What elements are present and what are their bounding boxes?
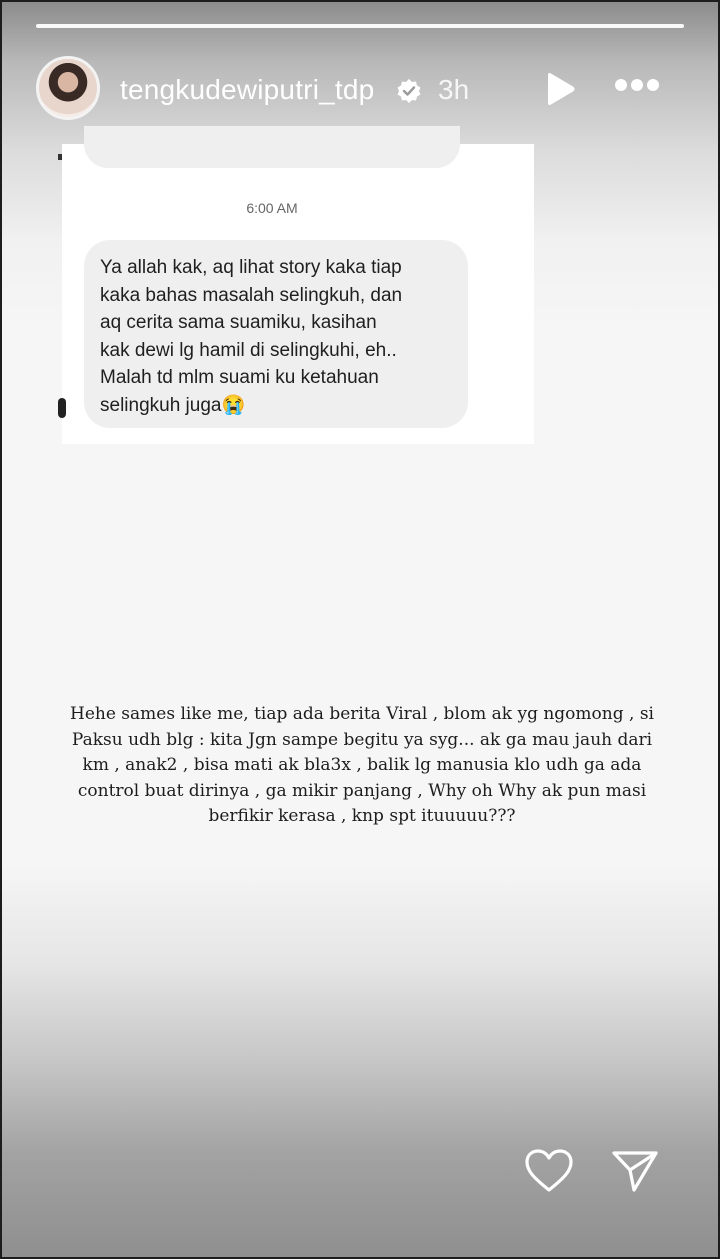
message-timestamp: 6:00 AM	[246, 200, 298, 216]
caption-line: control buat dirinya , ga mikir panjang , Why oh Why ak pun masi	[77, 780, 647, 801]
heart-icon[interactable]	[524, 1148, 574, 1194]
more-dots-icon[interactable]	[614, 78, 660, 92]
message-bubble	[84, 240, 468, 428]
message-line: aq cerita sama suamiku, kasihan	[100, 312, 377, 333]
message-line: kak dewi lg hamil di selingkuhi, eh..	[100, 339, 397, 361]
caption-line: berfikir kerasa , knp spt ituuuuu???	[208, 806, 516, 826]
caption-line: Hehe sames like me, tiap ada berita Viral , blom ak yg ngomong , si	[70, 704, 654, 724]
progress-segment	[36, 24, 684, 28]
caption-line: Paksu udh blg : kita Jgn sampe begitu ya syg... ak ga mau jauh dari	[71, 729, 653, 750]
story-caption	[46, 702, 678, 830]
send-icon[interactable]	[610, 1148, 660, 1194]
message-text	[100, 254, 460, 419]
message-line: Ya allah kak, aq lihat story kaka tiap	[100, 257, 402, 278]
previous-message-bubble	[84, 126, 460, 168]
caption-line: km , anak2 , bisa mati ak bla3x , balik lg manusia klo udh ga ada	[82, 755, 642, 775]
play-icon[interactable]	[544, 72, 576, 106]
message-line: selingkuh juga😭	[100, 394, 246, 416]
story-progress-bar	[36, 24, 684, 28]
message-line: kaka bahas masalah selingkuh, dan	[100, 284, 403, 306]
username[interactable]: tengkudewiputri_tdp	[120, 74, 375, 105]
message-line: Malah td mlm suami ku ketahuan	[100, 367, 379, 388]
story-header	[36, 54, 684, 124]
avatar[interactable]	[36, 56, 100, 120]
message-screenshot	[62, 144, 534, 444]
edge-mark	[58, 398, 66, 418]
verified-badge-icon	[396, 78, 422, 104]
edge-mark	[58, 154, 62, 160]
story-time: 3h	[438, 74, 470, 105]
